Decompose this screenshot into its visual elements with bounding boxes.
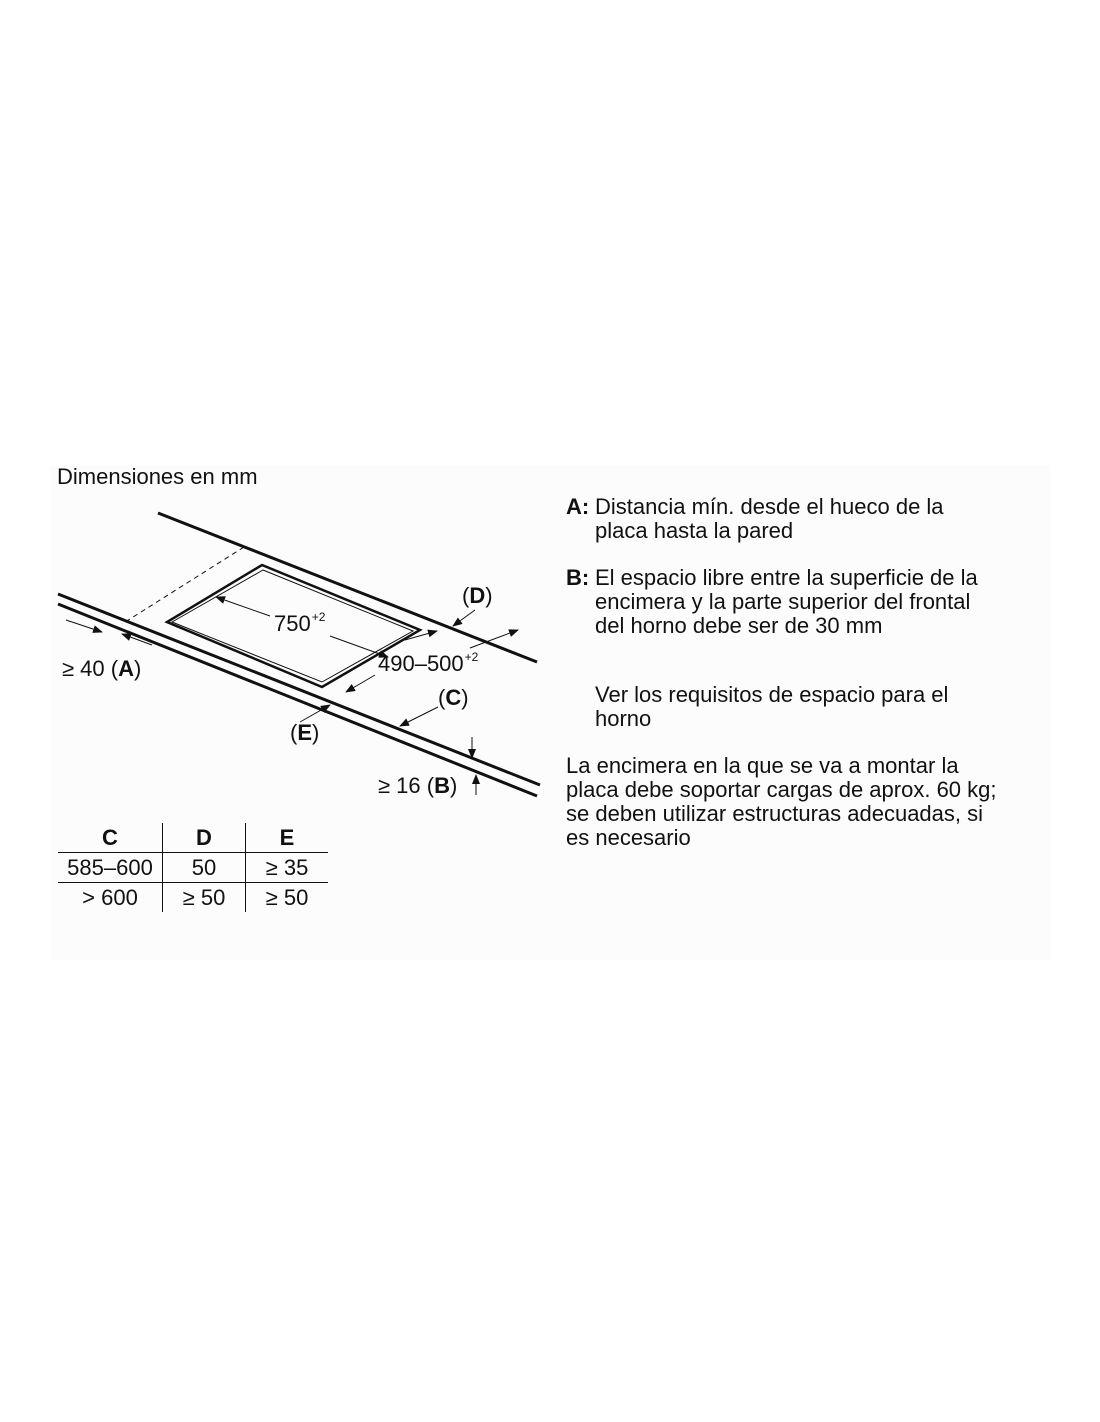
- note-A-line: placa hasta la pared: [595, 518, 794, 543]
- label-B: ≥ 16 (B): [378, 773, 458, 798]
- note-load-line: placa debe soportar cargas de aprox. 60 kg;: [566, 777, 997, 802]
- note-A-key: A:: [566, 494, 590, 519]
- width-dimension-label: $750^{+2}$: [274, 610, 326, 636]
- note-load-line: La encimera en la que se va a montar la: [566, 753, 959, 778]
- table-row: [58, 853, 328, 883]
- note-load-line: es necesario: [566, 825, 691, 850]
- width-dimension-arrow-left: [216, 597, 270, 616]
- note-B-line: del horno debe ser de 30 mm: [595, 613, 883, 638]
- table-cell: ≥ 50: [163, 883, 246, 913]
- note-oven-line: horno: [595, 706, 652, 731]
- table-cell: 50: [163, 853, 246, 883]
- D-arrow-right: [453, 610, 475, 626]
- table-header: E: [246, 823, 329, 853]
- table-cell: > 600: [58, 883, 163, 913]
- note-load: [566, 754, 997, 850]
- dimension-table: [58, 823, 328, 912]
- page-heading: Dimensiones en mm: [57, 464, 258, 489]
- note-B-key: B:: [566, 565, 590, 590]
- note-A-line: Distancia mín. desde el hueco de la: [595, 494, 944, 519]
- depth-dimension-label: $490-500^{+2}$: [378, 650, 479, 676]
- table-cell: ≥ 35: [246, 853, 329, 883]
- note-B-line: El espacio libre entre la superficie de la: [595, 565, 978, 590]
- label-E: (E): [290, 720, 320, 745]
- note-load-line: se deben utilizar estructuras adecuadas, si: [566, 801, 984, 826]
- table-header: D: [163, 823, 246, 853]
- table-header-row: [58, 823, 328, 853]
- label-A: ≥ 40 (A): [62, 656, 142, 681]
- table-row: [58, 883, 328, 913]
- note-B-line: encimera y la parte superior del frontal: [595, 589, 971, 614]
- label-D: (D): [462, 583, 493, 608]
- C-arrow: [400, 707, 438, 726]
- table-cell: 585–600: [58, 853, 163, 883]
- A-arrow-left: [66, 620, 102, 632]
- label-C: (C): [438, 685, 469, 710]
- note-B: [566, 566, 978, 638]
- note-oven: [566, 683, 948, 731]
- note-oven-line: Ver los requisitos de espacio para el: [595, 682, 949, 707]
- note-A: [566, 495, 944, 543]
- table-header: C: [58, 823, 163, 853]
- depth-dimension-arrow-left: [346, 675, 375, 692]
- table-cell: ≥ 50: [265, 885, 309, 910]
